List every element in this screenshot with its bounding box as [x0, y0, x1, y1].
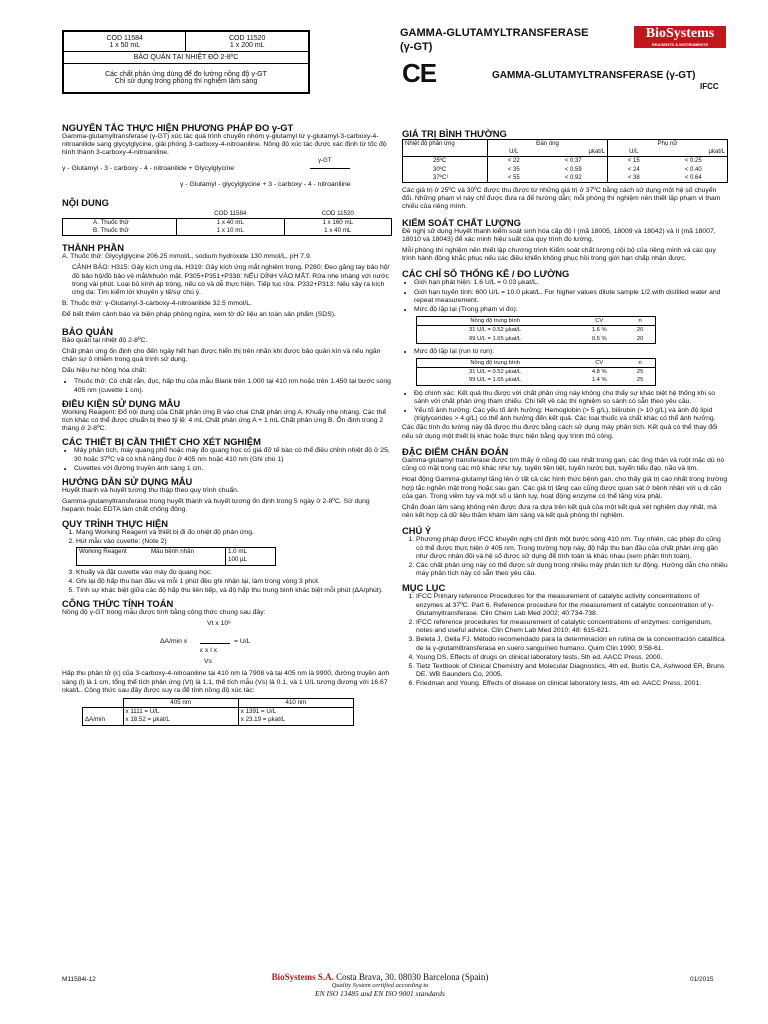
calc-formula: Vt x 10⁶ ΔA/min x = U/L ε x l x Vs: [160, 620, 251, 666]
section-notes-title: CHÚ Ý: [402, 525, 432, 537]
samples-p1: Huyết thanh và huyết tương thu thập theo quy trình chuẩn.: [62, 487, 239, 495]
storage-p1: Bảo quản tại nhiệt độ 2-8ºC.: [62, 336, 148, 344]
footer-date: 01/2015: [690, 976, 714, 983]
section-storage-title: BẢO QUẢN: [62, 325, 114, 337]
diag-p1: Gamma-glutamyl transferase được tìm thấy ở nồng độ cao nhất trong gan, các ống thận và ruột mặc dù nó cũng có mặt trong các mô khác như tụy, tuyến tiền liệt, tuyến nước bọt, tuyến tiểu đạo, não và tim.: [402, 456, 725, 473]
procedure-li4: 4. Ghi lại độ hấp thu ban đầu và mỗi 1 phút đều ghi nhận lại, làm trong vòng 3 phút.: [76, 578, 392, 586]
section-samples-title: HƯỚNG DẪN SỬ DỤNG MẪU: [62, 476, 193, 488]
diag-p3: Chẩn đoán lâm sàng không nên được đưa ra dựa trên kết quả của một kết quả xét nghiệm duy nhất, mà nên kết hợp cả dữ liệu thăm khám lâm sàng và kết quả phòng thí nghiệm.: [402, 503, 717, 520]
storage-label: BẢO QUẢN TẠI NHIỆT ĐỘ 2-8ºC: [64, 52, 309, 64]
section-diagnostic-title: ĐẶC ĐIỂM CHẨN ĐOÁN: [402, 445, 509, 457]
reference-text: Các giá trị ở 25ºC và 30ºC được thu được từ những giá trị ở 37ºC bằng cách sử dụng một hệ số chuyển đổi. Những phạm vi này chỉ được đưa ra để hướng dẫn; mỗi phòng thí nghiệm nên thiết lập phạm vi tham chiếu của riêng mình.: [402, 187, 721, 211]
storage-p3: Dấu hiệu hư hỏng hóa chất:: [62, 367, 147, 375]
ce-mark: CE: [402, 58, 437, 88]
section-composition-title: THÀNH PHẦN: [62, 242, 124, 254]
composition-warning: CẢNH BÁO: H315: Gây kích ứng da, H319: Gây kích ứng mắt nghiêm trọng, P280: Đeo găng tay bảo hộ/đồ bảo hộ/đồ bảo vệ mắt/khuôn mặt. P305+P351+P338: NẾU DÍNH VÀO MẮT: Rửa nhẹ nhàng với nước trong vài phút. Loại bỏ kính áp tròng, nếu có và dễ thực hiện. Tiếp tục rửa. P332+P313: Nếu xảy ra kích ứng da: Tìm kiếm lời khuyên y tế/sự chú ý.: [72, 264, 390, 297]
calc-table: 405 nm 410 nm ΔA/min x 1111 = U/L x 1391 = U/L x 18.52 = µkat/L x 23.19 = µkat/L: [82, 698, 354, 726]
storage-li: • Thuốc thử: Có chất rắn, đục, hấp thụ của mẫu Blank trên 1.000 tại 410 nm hoặc trên 1.450 tại bước sóng 405 nm (cuvette 1 cm).: [74, 378, 392, 394]
storage-p2: Chất phản ứng ổn định cho đến ngày hết hạn được hiển thị trên nhãn khi được bảo quản kín và nếu ngăn chặn sự ô nhiễm trong quá trình sử dụng.: [62, 347, 381, 364]
reference-item: 2. IFCC reference procedures for measurement of catalytic concentrations of enzymes: corrigendum, notes and useful advice. Clin Chem Lab Med 2010; 48: 615-621.: [416, 619, 728, 635]
title-main: GAMMA-GLUTAMYLTRANSFERASE (γ-GT): [400, 27, 589, 53]
metro-li4: • Mức độ lặp lại (run to run):: [414, 348, 728, 356]
reference-table: Nhiệt độ phản ứng Đàn ông Phụ nữ U/L µkat/L U/L µkat/L 25ºC < 22 < 0.37 < 15 < 0.25 30ºC < 35 < 0.59 < 24 < 0.40 37ºC¹ < 55 < 0.92 < 38 < 0.64: [402, 139, 728, 183]
metro-li1: • Giới hạn phát hiện: 1.6 U/L = 0.03 µkat/L.: [414, 279, 728, 287]
section-calc-title: CÔNG THỨC TÍNH TOÁN: [62, 598, 174, 610]
equipment-li2: • Cuvettes với đường truyền ánh sáng 1 cm.: [74, 465, 392, 473]
equipment-li1: • Máy phân tích, máy quang phổ hoặc máy đo quang học có giá đỡ tế bào có thể điều chỉnh nhiệt độ ở 25, 30 hoặc 37ºC và có khả năng đọc ở 405 nm hoặc 410 nm (Ghi chú 1): [74, 447, 392, 463]
reference-item: 6. Friedman and Young. Effects of disease on clinical laboratory tests, 4th ed. AACC Press, 2001.: [416, 680, 728, 688]
metro-li3: • Mức độ lặp lại (Trong phạm vi đo):: [414, 306, 728, 314]
section-bibliography-title: MỤC LỤC: [402, 582, 446, 594]
metro-li6: • Yếu tố ảnh hưởng: Các yếu tố ảnh hưởng: Hemoglobin (> 5 g/L), bilirubin (> 10 g/L) và ánh độ lipid (triglycerides > 4 g/L) có thể ảnh hưởng đến kết quả. Các loại thuốc và chất khác có thể ảnh hưởng.: [414, 407, 728, 423]
notes-li1: 1. Phương pháp được IFCC khuyến nghị chỉ định một bước sóng 410 nm. Tuy nhiên, các phép đo cũng có thể được thực hiện ở 405 nm. Trong trường hợp này, độ hấp thu ban đầu của chất phản ứng gần như được nhân đôi và hệ số được sử dụng để tính toán là khác nhau (xem phần tính toán).: [416, 536, 728, 561]
left-column: [62, 122, 392, 726]
procedure-li2: 2. Hút mẫu vào cuvette: (Note 2): [76, 538, 392, 546]
procedure-li5: 5. Tính sự khác biệt giữa các độ hấp thu liên tiếp, và độ hấp thu trung bình khác biệt mỗi phút (ΔA/phút).: [76, 587, 392, 595]
metro-li5: • Độ chính xác: Kết quả thu được với chất phản ứng này không cho thấy sự khác biệt hệ thống khi so sánh với chất phản ứng tham chiếu. Chi tiết về các thí nghiệm so sánh có sẵn theo yêu cầu.: [414, 390, 728, 406]
contents-table: COD 11584 COD 11520 A. Thuốc thử 1 x 40 mL 1 x 160 mL B. Thuốc thử 1 x 10 mL 1 x 40 mL: [62, 210, 392, 237]
composition-a: A. Thuốc thử: Glycylglycine 206.25 mmol/L, sodium hydroxide 130 mmol/L, pH 7.9.: [62, 253, 312, 261]
section-reference-title: GIÁ TRỊ BÌNH THƯỜNG: [402, 128, 507, 139]
procedure-li1: 1. Mang Working Reagent và thiết bị đi đo nhiệt độ phản ứng.: [76, 529, 392, 537]
repeatability-table-1: Nồng độ trung bình CV n 31 U/L = 0.52 µkat/L 1.6 % 20 99 U/L = 1.65 µkat/L 0.5 % 20: [416, 316, 656, 344]
section-metrological-title: CÁC CHỈ SỐ THỐNG KÊ / ĐO LƯỜNG: [402, 268, 570, 280]
title-right: GAMMA-GLUTAMYLTRANSFERASE (γ-GT): [492, 70, 696, 81]
reference-item: 1. IFCC Primary reference Procedures for the measurement of catalytic activity concentrations of enzymes at 37ºC. Part 6. Reference procedure for the measurement of catalytic concentration of γ-Glutamyltransferase. Clin Chem Lab Med 2002; 40:734-738.: [416, 593, 728, 618]
reaction-equation: γ - Glutamyl - 3 - carboxy - 4 - nitroanilide + Glycylglycine γ-GT γ - Glutamyl - glycylglycine + 3 - carboxy - 4 - nitroaniline: [62, 157, 351, 188]
metro-p: Các đặc tính đo lường này đã được thu được bằng cách sử dụng máy phân tích. Kết quả có thể thay đổi nếu sử dụng một thiết bị khác hoặc thực hiện bằng quy trình thủ công.: [402, 424, 718, 440]
section-working-title: ĐIỀU KIỆN SỬ DỤNG MẪU: [62, 397, 181, 409]
section-procedure-title: QUY TRÌNH THỰC HIỆN: [62, 517, 169, 529]
calc-p2: Hấp thu phân tử (ε) của 3-carboxy-4-nitroaniline tại 410 nm là 7908 và tại 405 nm là 9900, đường truyền ánh sáng (l) là 1 cm, tổng thể tích phản ứng (Vt) là 1.1, thể tích mẫu (Vs) là 0.1, và 1 U/L tương đương với 16.67 nkat/L. Công thức sau đây được suy ra để tính nồng độ xúc tác:: [62, 670, 390, 694]
cod-1: COD 11584 1 x 50 mL: [64, 32, 186, 52]
footer-code: M11584i-12: [62, 976, 96, 983]
section-principle-title: NGUYÊN TẮC THỰC HIỆN PHƯƠNG PHÁP ĐO γ-GT: [62, 122, 294, 133]
right-column: [402, 128, 728, 690]
composition-b: B. Thuốc thử: γ-Glutamyl-3-carboxy-4-nitroanilide 32.5 mmol/L.: [62, 300, 252, 308]
reference-item: 4. Young DS. Effects of drugs on clinical laboratory tests, 5th ed. AACC Press, 2000.: [416, 654, 728, 662]
section-qc-title: KIỂM SOÁT CHẤT LƯỢNG: [402, 216, 521, 228]
footer-address: BioSystems S.A. Costa Brava, 30. 08030 Barcelona (Spain) Quality System certified according to EN ISO 13485 and EN ISO 9001 standards: [271, 972, 489, 998]
composition-more: Để biết thêm cảnh báo và biện pháp phòng ngừa, xem tờ dữ liệu an toàn sản phẩm (SDS).: [62, 311, 336, 319]
usage-note: Các chất phản ứng dùng để đo lường nồng độ γ-GT Chỉ sử dụng trong phòng thí nghiệm lâm sàng: [64, 64, 309, 93]
section-equipment-title: CÁC THIẾT BỊ CẦN THIẾT CHO XÉT NGHIỆM: [62, 436, 261, 448]
samples-p2: Gamma-glutamyltransferase trong huyết thanh và huyết tương ổn định trong 5 ngày ở 2-8ºC. Sử dụng heparin hoặc EDTA làm chất chống đông.: [62, 498, 370, 514]
repeatability-table-2: Nồng độ trung bình CV n 31 U/L = 0.52 µkat/L 4.8 % 25 99 U/L = 1.65 µkat/L 1.4 % 25: [416, 358, 656, 386]
cod-2: COD 11520 1 x 200 mL: [186, 32, 309, 52]
procedure-li3: 3. Khuấy và đặt cuvette vào máy đo quang học.: [76, 569, 392, 577]
reference-item: 5. Tietz Textbook of Clinical Chemistry and Molecular Diagnostics, 4th ed. Burtis CA, Ashwood ER, Bruns DE. WB Saunders Co, 2005.: [416, 663, 728, 679]
header-code-box: [62, 30, 310, 94]
method-label: IFCC: [700, 82, 719, 91]
procedure-table: Working Reagent Mẫu bệnh nhân 1.0 mL 100 µL: [76, 547, 276, 565]
brand-logo: BioSystems REAGENTS & INSTRUMENTS: [634, 26, 726, 48]
diag-p2: Hoạt động Gamma-glutamyl tăng lên ở tất cả các hình thức bệnh gan, cho thấy giá trị cao nhất trong trường hợp tắc nghẽn mật trong hoặc sau gan. Các giá trị tăng cao cũng được quan sát ở bệnh nhân với u di căn của gan. Trong viêm tụy và một số u lành tụy, hoạt động enzyme có thể tăng vừa phải.: [402, 476, 728, 500]
metro-li2: • Giới hạn tuyến tính: 600 U/L = 10.0 µkat/L. For higher values dilute sample 1/2 with distilled water and repeat measurement.: [414, 289, 728, 305]
reference-item: 3. Beleta J, Gella FJ. Método recomendado para la determinación en rutina de la concentración catalítica de la γ-glutamiltransferasa en suero sanguíneo humano. Quim Clin 1990; 9:58-61.: [416, 636, 728, 652]
section-contents-title: NỘI DUNG: [62, 196, 109, 208]
calc-text: Nồng độ γ-GT trong mẫu được tính bằng công thức chung sau đây:: [62, 609, 266, 617]
references-list: [402, 593, 728, 688]
notes-li2: 2. Các chất phản ứng này có thể được sử dụng trong nhiều máy phân tích tự động. Hướng dẫn cho nhiều máy phân tích này có sẵn theo yêu cầu.: [416, 562, 728, 578]
qc-p2: Mỗi phòng thí nghiệm nên thiết lập chương trình Kiểm soát chất lượng nội bộ của riêng mình và các quy trình hành động khắc phục nếu các điều khiển không phục hồi trong giới hạn chấp nhận được.: [402, 247, 716, 263]
qc-p1: Đề nghị sử dụng Huyết thanh kiểm soát sinh hóa cấp độ I (mã 18005, 18009 và 18042) và II (mã 18007, 18010 và 18043) để xác minh hiệu suất của quy trình đo lường.: [402, 227, 716, 243]
principle-text: Gamma-glutamyltransferase (γ-GT) xúc tác quá trình chuyển nhóm γ-glutamyl từ γ-glutamyl-3-carboxy-4-nitroanilide sang glycylglycine, giải phóng 3-carboxy-4-nitroaniline. Nồng độ xúc tác được xác định từ tốc độ hình thành 3-carboxy-4-nitroaniline.: [62, 133, 387, 157]
working-text: Working Reagent: Đổ nội dung của Chất phản ứng B vào chai Chất phản ứng A. Khuấy nhẹ nhàng. Các thể tích khác có thể được chuẩn bị theo tỷ lệ: 4 mL Chất phản ứng A + 1 mL Chất phản ứng B. Ổn định trong 2 tháng ở 2-8ºC.: [62, 408, 387, 433]
